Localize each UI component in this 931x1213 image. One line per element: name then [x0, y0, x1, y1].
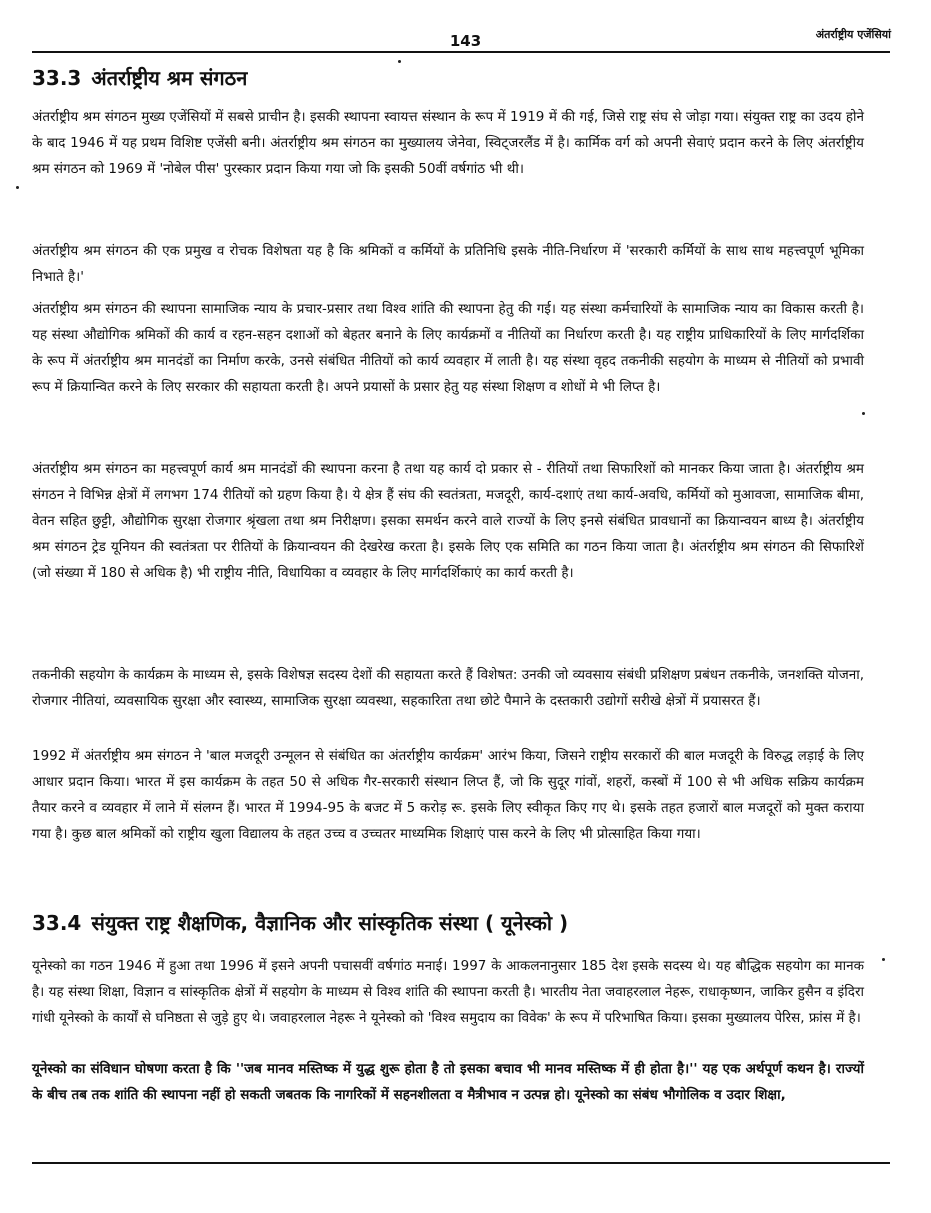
paragraph-ilo-child-labour: 1992 में अंतर्राष्ट्रीय श्रम संगठन ने 'बाल मजदूरी उन्मूलन से संबंधित का अंतर्राष्ट्रीय कार्यक्रम' आरंभ किया, जिसने राष्ट्रीय सरकारों की बाल मजदूरी के विरुद्ध लड़ाई के लिए आधार प्रदान किया। भारत में इस कार्यक्रम के तहत 50 से अधिक गैर-सरकारी संस्थान लिप्त हैं, जो कि सुदूर गांवों, शहरों, कस्बों में 100 से भी अधिक सक्रिय कार्यक्रम तैयार करने व व्यवहार में लाने में संलग्न हैं। भारत में 1994-95 के बजट में 5 करोड़ रू. इसके लिए स्वीकृत किए गए थे। इसके तहत हजारों बाल मजदूरों को मुक्त कराया गया है। कुछ बाल श्रमिकों को राष्ट्रीय खुला विद्यालय के तहत उच्च व उच्चतर माध्यमिक शिक्षाएं पास करने के लिए भी प्रोत्साहित किया गया। [32, 748, 864, 842]
section-title: अंतर्राष्ट्रीय श्रम संगठन [91, 66, 248, 90]
section-heading-33-4 [32, 910, 890, 936]
header-divider [32, 51, 890, 53]
running-header: अंतर्राष्ट्रीय एजेंसियां [815, 28, 891, 41]
paragraph-ilo-technical-cooperation: तकनीकी सहयोग के कार्यक्रम के माध्यम से, इसके विशेषज्ञ सदस्य देशों की सहायता करते हैं विशेषत: उनकी जो व्यवसाय संबंधी प्रशिक्षण प्रबंधन तकनीके, जनशक्ति योजना, रोजगार नीतियां, व्यवसायिक सुरक्षा और स्वास्थ्य, सामाजिक सुरक्षा व्यवस्था, सहकारिता तथा छोटे पैमाने के दस्तकारी उद्योगों सरीखे क्षेत्रों में प्रयासरत हैं। [32, 667, 864, 709]
scan-speck [398, 60, 401, 63]
footer-divider [32, 1162, 890, 1164]
paragraph-ilo-purpose: अंतर्राष्ट्रीय श्रम संगठन की स्थापना सामाजिक न्याय के प्रचार-प्रसार तथा विश्व शांति की स्थापना हेतु की गई। यह संस्था कर्मचारियों के सामाजिक न्याय का विकास करती है। यह संस्था औद्योगिक श्रमिकों की कार्य व रहन-सहन दशाओं को बेहतर बनाने के लिए कार्यक्रमों व नीतियों का निर्धारण करती है। यह राष्ट्रीय प्राधिकारियों के लिए मार्गदर्शिका के रूप में अंतर्राष्ट्रीय श्रम मानदंडों का निर्माण करके, उनसे संबंधित नीतियों को कार्य व्यवहार में लाती है। यह संस्था वृहद तकनीकी सहयोग के माध्यम से नीतियों को प्रभावी रूप में क्रियान्वित करने के लिए सरकार की सहायता करती है। अपने प्रयासों के प्रसार हेतु यह संस्था शिक्षण व शोधों मे भी लिप्त है। [32, 301, 864, 395]
paragraph-ilo-feature: अंतर्राष्ट्रीय श्रम संगठन की एक प्रमुख व रोचक विशेषता यह है कि श्रमिकों व कर्मियों के प्रतिनिधि इसके नीति-निर्धारण में 'सरकारी कर्मियों के साथ साथ महत्त्वपूर्ण भूमिका निभाते है।' [32, 243, 864, 285]
paragraph-unesco-constitution: यूनेस्को का संविधान घोषणा करता है कि ''जब मानव मस्तिष्क में युद्ध शुरू होता है तो इसका बचाव भी मानव मस्तिष्क में ही होता है।'' यह एक अर्थपूर्ण कथन है। राज्यों के बीच तब तक शांति की स्थापना नहीं हो सकती जबतक कि नागरिकों में सहनशीलता व मैत्रीभाव न उत्पन्न हो। यूनेस्को का संबंध भौगोलिक व उदार शिक्षा, [32, 1061, 864, 1103]
paragraph-ilo-intro: अंतर्राष्ट्रीय श्रम संगठन मुख्य एजेंसियों में सबसे प्राचीन है। इसकी स्थापना स्वायत्त संस्थान के रूप में 1919 में की गई, जिसे राष्ट्र संघ से जोड़ा गया। संयुक्त राष्ट्र का उदय होने के बाद 1946 में यह प्रथम विशिष्ट एजेंसी बनी। अंतर्राष्ट्रीय श्रम संगठन का मुख्यालय जेनेवा, स्विट्जरलैंड में है। कार्मिक वर्ग को अपनी सेवाएं प्रदान करने के लिए अंतर्राष्ट्रीय श्रम संगठन को 1969 में 'नोबेल पीस' पुरस्कार प्रदान किया गया जो कि इसकी 50वीं वर्षगांठ भी थी। [32, 109, 864, 177]
scan-speck [882, 958, 885, 961]
section-number: 33.4 [32, 911, 82, 935]
paragraph-unesco-intro: यूनेस्को का गठन 1946 में हुआ तथा 1996 में इसने अपनी पचासवीं वर्षगांठ मनाई। 1997 के आकलनानुसार 185 देश इसके सदस्य थे। यह बौद्धिक सहयोग का मानक है। यह संस्था शिक्षा, विज्ञान व सांस्कृतिक क्षेत्रों में सहयोग के माध्यम से विश्व शांति की स्थापना करती है। भारतीय नेता जवाहरलाल नेहरू, राधाकृष्णन, जाकिर हुसैन व इंदिरा गांधी यूनेस्को के कार्यों से घनिष्ठता से जुड़े हुए थे। जवाहरलाल नेहरू ने यूनेस्को को 'विश्व समुदाय का विवेक' के रूप में परिभाषित किया। इसका मुख्यालय पेरिस, फ्रांस में है। [32, 958, 864, 1026]
scan-speck [16, 186, 19, 189]
section-heading-33-3 [32, 65, 890, 91]
section-title: संयुक्त राष्ट्र शैक्षणिक, वैज्ञानिक और सांस्कृतिक संस्था ( यूनेस्को ) [91, 911, 569, 935]
paragraph-ilo-standards: अंतर्राष्ट्रीय श्रम संगठन का महत्त्वपूर्ण कार्य श्रम मानदंडों की स्थापना करना है तथा यह कार्य दो प्रकार से - रीतियों तथा सिफारिशों को मानकर किया जाता है। अंतर्राष्ट्रीय श्रम संगठन ने विभिन्न क्षेत्रों में लगभग 174 रीतियों को ग्रहण किया है। ये क्षेत्र हैं संघ की स्वतंत्रता, मजदूरी, कार्य-दशाएं तथा कार्य-अवधि, कर्मियों को मुआवजा, सामाजिक बीमा, वेतन सहित छुट्टी, औद्योगिक सुरक्षा रोजगार श्रृंखला तथा श्रम निरीक्षण। इसका समर्थन करने वाले राज्यों के लिए इनसे संबंधित प्रावधानों का क्रियान्वयन बाध्य है। अंतर्राष्ट्रीय श्रम संगठन ट्रेड यूनियन की स्वतंत्रता पर रीतियों के क्रियान्वयन की देखरेख करता है। इसके लिए एक समिति का गठन किया जाता है। अंतर्राष्ट्रीय श्रम संगठन की सिफारिशें (जो संख्या में 180 से अधिक है) भी राष्ट्रीय नीति, विधायिका व व्यवहार के लिए मार्गदर्शिकाएं का कार्य करती है। [32, 461, 864, 581]
scan-speck [862, 412, 865, 415]
page-number: 143 [449, 32, 482, 50]
section-number: 33.3 [32, 66, 82, 90]
